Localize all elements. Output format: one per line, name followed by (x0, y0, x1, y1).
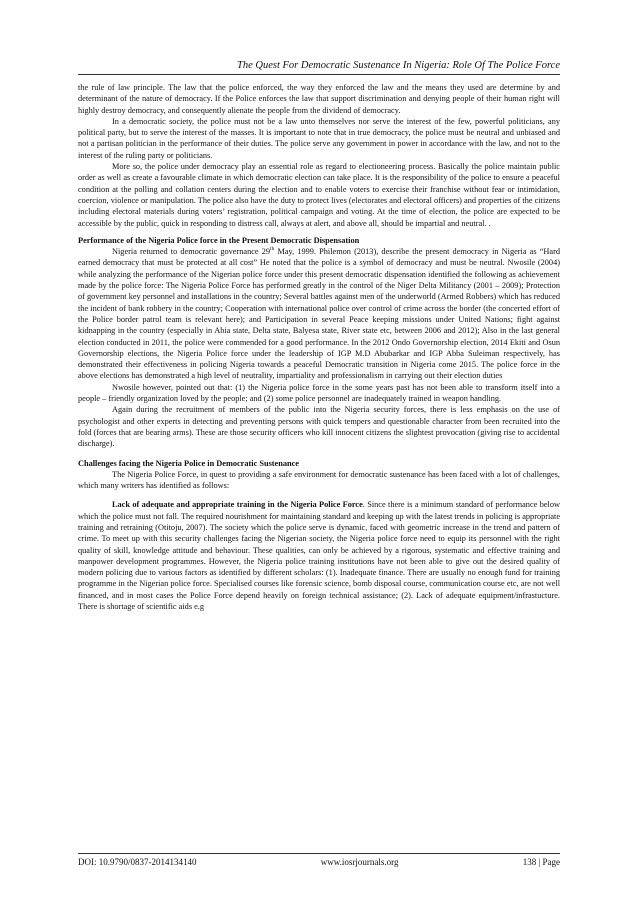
paragraph: The Nigeria Police Force, in quest to providing a safe environment for democratic sustenance has been faced with a lot of challenges, which many writers has identified as follows: (78, 469, 560, 491)
paragraph: Again during the recruitment of members of the public into the Nigeria security forces, there is less emphasis on the use of psychologist and other experts in detecting and preventing persons with quick tempers and questionable character from been recruited into the fold (forces that are bearing arms). These are those security officers who kill innocent citizens the slightest provocation (giving rise to accidental discharge). (78, 405, 560, 449)
paragraph-text: . Since there is a minimum standard of performance below which the police must not fall. The required nourishment for maintaining standard and keeping up with the latest trends in policing is appropriate training and retraining (Otitoju, 2007). The society which the police serve is dynamic, faced with geometric increase in the trend and pattern of crime. To meet up with this security challenges facing the Nigerian society, the Nigeria police force need to equip its personnel with the right quality of skill, knowledge attitude and behaviour. These qualities, can only be achieved by a rigorous, systematic and effective training and manpower development programmes. However, the Nigeria police training institutions have not been able to give out the desired quality of modern policing due to various factors as identified by different scholars: (1). Inadequate finance. There are usually no enough fund for training programme in the Nigerian police force. Specialised courses like forensic science, bomb disposal course, communication course etc, are not well financed, and in most cases the Police Force depend heavily on foreign technical assistance; (2). Lack of adequate equipment/infrastucture. There is shortage of scientific aids e.g (78, 500, 560, 612)
paragraph (78, 499, 560, 612)
paragraph: In a democratic society, the police must not be a law unto themselves nor serve the interest of the few, powerful politicians, any political party, but to serve the interest of the masses. It is important to note that in true democracy, the police must be neutral and unbiased and not a partisan politician in the performance of their duties. The police serve any government in power in accordance with the law, and not to the interest of the ruling party or politicians. (78, 116, 560, 160)
superscript: th (270, 246, 275, 253)
page-footer (78, 853, 560, 867)
doi-label: DOI: 10.9790/0837-2014134140 (78, 857, 197, 867)
running-header: The Quest For Democratic Sustenance In Nigeria: Role Of The Police Force (78, 60, 560, 75)
paragraph: More so, the police under democracy play an essential role as regard to electioneering process. Basically the police maintain public order as well as create a favourable climate in which democratic election can take place. It is the responsibility of the police to ensure a peaceful condition at the polling and collation centers during the election and to enable voters to exercise their franchise without fear or intimidation, coercion, violence or manipulation. The police also have the duty to protect lives (electorates and electoral officers) and properties of the citizens including electoral materials during voters’ registration, political campaign and voting. At the time of election, the police are expected to be accessible by the public, quick in responding to distress call, always at alert, and above all, should be impartial and neutral. . (78, 162, 560, 228)
paragraph: Nwosile however, pointed out that: (1) the Nigeria police force in the some years past has not been able to transform itself into a people – friendly organization loved by the people; and (2) some police personnel are inadequately trained in weapon handling. (78, 382, 560, 404)
article-body (78, 82, 560, 612)
paragraph-text: Nigeria returned to democratic governance 29 (112, 247, 271, 257)
paragraph: the rule of law principle. The law that the police enforced, the way they enforced the law and the means they used are determine by and determinant of the nature of democracy. If the Police enforces the law that support discrimination and denying people of their human right will highly destroy democracy, and consequently alienate the people from the dividend of democracy. (78, 83, 560, 115)
paragraph-text: May, 1999. Philemon (2013), describe the present democracy in Nigeria as “Hard earned democracy that must be protected at all cost” He noted that the police is a symbol of democracy and must be neutral. Nwosile (2004) while analyzing the performance of the Nigerian police force under this present democratic dispensation identified the following as achievement made by the police force: The Nigeria Police Force has performed greatly in the control of the Niger Delta Militancy (2001 – 2009); Protection of government key personnel and installations in the country; Several battles against men of the underworld (Armed Robbers) which has reduced the incident of bank robbery in the country; Cooperation with international police over control of crime across the border (the concerted effort of the Police border patrol team is relevant here); and Participation in several Peace keeping missions under United Nations; fight against kidnapping in the country (especially in Abia state, Delta state, Balyesa state, River state etc, between 2006 and 2012); Also in the last general election conducted in 2011, the police were commended for a good performance. In the 2012 Ondo Governorship election, 2014 Ekiti and Osun Governorship elections, the Nigeria Police force under the leadership of IGP M.D Abubarkar and IGP Abba Suleiman respectively, has demonstrated their effectiveness in policing Nigeria towards a peaceful Democratic transition in Nigeria come 2015. The police force in the above elections has demonstrated a high level of neutrality, impartiality and professionalism in carrying out their election duties (78, 247, 561, 381)
page-number: 138 | Page (522, 857, 560, 867)
website-label: www.iosrjournals.org (320, 857, 399, 867)
bold-lead-in: Lack of adequate and appropriate training in the Nigeria Police Force (112, 500, 363, 510)
section-heading: Performance of the Nigeria Police force in the Present Democratic Dispensation (78, 235, 360, 245)
paragraph (78, 246, 560, 382)
section-heading: Challenges facing the Nigeria Police in Democratic Sustenance (78, 458, 299, 468)
